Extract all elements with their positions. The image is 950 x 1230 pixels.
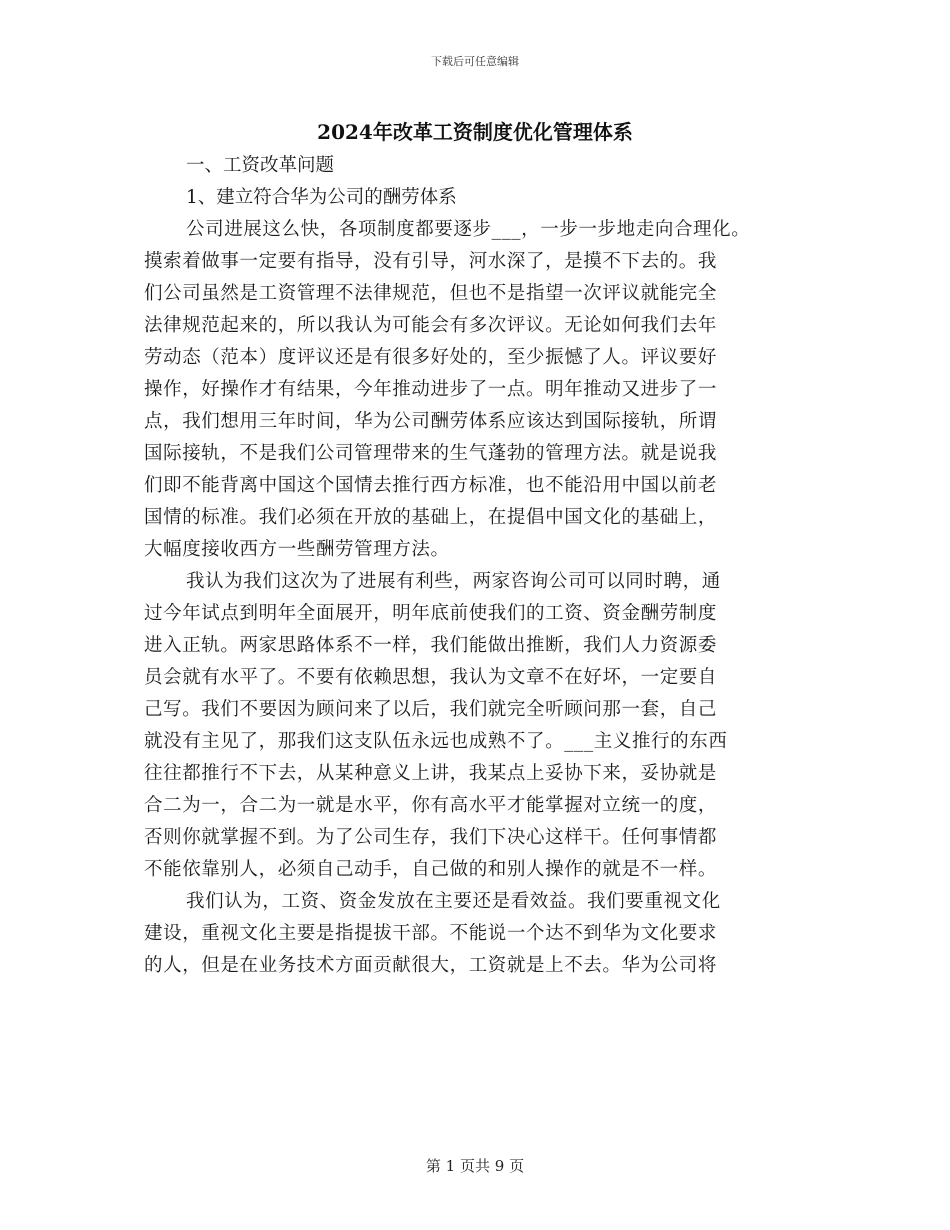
paragraph-line: 员会就有水平了。不要有依赖思想，我认为文章不在好坏，一定要自 bbox=[144, 667, 718, 688]
paragraph-line: 合二为一，合二为一就是水平，你有高水平才能掌握对立统一的度， bbox=[144, 795, 718, 816]
paragraph-line: 己写。我们不要因为顾问来了以后，我们就完全听顾问那一套，自己 bbox=[144, 699, 718, 720]
paragraph-1 bbox=[144, 214, 804, 566]
paragraph-line: 我认为我们这次为了进展有利些，两家咨询公司可以同时聘，通 bbox=[186, 571, 721, 592]
paragraph-line: 进入正轨。两家思路体系不一样，我们能做出推断，我们人力资源委 bbox=[144, 635, 718, 656]
section-heading: 一、工资改革问题 bbox=[186, 155, 335, 176]
paragraph-line: 就没有主见了，那我们这支队伍永远也成熟不了。___主义推行的东西 bbox=[144, 731, 728, 752]
document-body bbox=[144, 150, 804, 982]
header-note: 下载后可任意编辑 bbox=[431, 55, 519, 68]
document-title: 2024年改革工资制度优化管理体系 bbox=[317, 120, 633, 144]
paragraph-line: 法律规范起来的，所以我认为可能会有多次评议。无论如何我们去年 bbox=[144, 315, 718, 336]
paragraph-line: 大幅度接收西方一些酬劳管理方法。 bbox=[144, 539, 450, 560]
paragraph-2 bbox=[144, 566, 804, 886]
subsection-heading: 1、建立符合华为公司的酬劳体系 bbox=[186, 187, 457, 208]
paragraph-line: 否则你就掌握不到。为了公司生存，我们下决心这样干。任何事情都 bbox=[144, 827, 718, 848]
paragraph-line: 国际接轨，不是我们公司管理带来的生气蓬勃的管理方法。就是说我 bbox=[144, 443, 718, 464]
paragraph-line: 我们认为，工资、资金发放在主要还是看效益。我们要重视文化 bbox=[186, 891, 721, 912]
paragraph-line: 国情的标准。我们必须在开放的基础上，在提倡中国文化的基础上， bbox=[144, 507, 718, 528]
paragraph-line: 的人，但是在业务技术方面贡献很大，工资就是上不去。华为公司将 bbox=[144, 955, 718, 976]
paragraph-line: 们公司虽然是工资管理不法律规范，但也不是指望一次评议就能完全 bbox=[144, 283, 718, 304]
paragraph-line: 往往都推行不下去，从某种意义上讲，我某点上妥协下来，妥协就是 bbox=[144, 763, 718, 784]
paragraph-line: 点，我们想用三年时间，华为公司酬劳体系应该达到国际接轨，所谓 bbox=[144, 411, 718, 432]
paragraph-line: 公司进展这么快，各项制度都要逐步___，一步一步地走向合理化。 bbox=[186, 219, 751, 240]
paragraph-line: 摸索着做事一定要有指导，没有引导，河水深了，是摸不下去的。我 bbox=[144, 251, 718, 272]
paragraph-line: 过今年试点到明年全面展开，明年底前使我们的工资、资金酬劳制度 bbox=[144, 603, 718, 624]
paragraph-line: 建设，重视文化主要是指提拔干部。不能说一个达不到华为文化要求 bbox=[144, 923, 718, 944]
paragraph-line: 劳动态（范本）度评议还是有很多好处的，至少振憾了人。评议要好 bbox=[144, 347, 718, 368]
paragraph-line: 不能依靠别人，必须自己动手，自己做的和别人操作的就是不一样。 bbox=[144, 859, 718, 880]
paragraph-line: 们即不能背离中国这个国情去推行西方标准，也不能沿用中国以前老 bbox=[144, 475, 718, 496]
page-number-footer: 第 1 页共 9 页 bbox=[425, 1157, 525, 1175]
paragraph-3 bbox=[144, 886, 804, 982]
paragraph-line: 操作，好操作才有结果，今年推动进步了一点。明年推动又进步了一 bbox=[144, 379, 718, 400]
